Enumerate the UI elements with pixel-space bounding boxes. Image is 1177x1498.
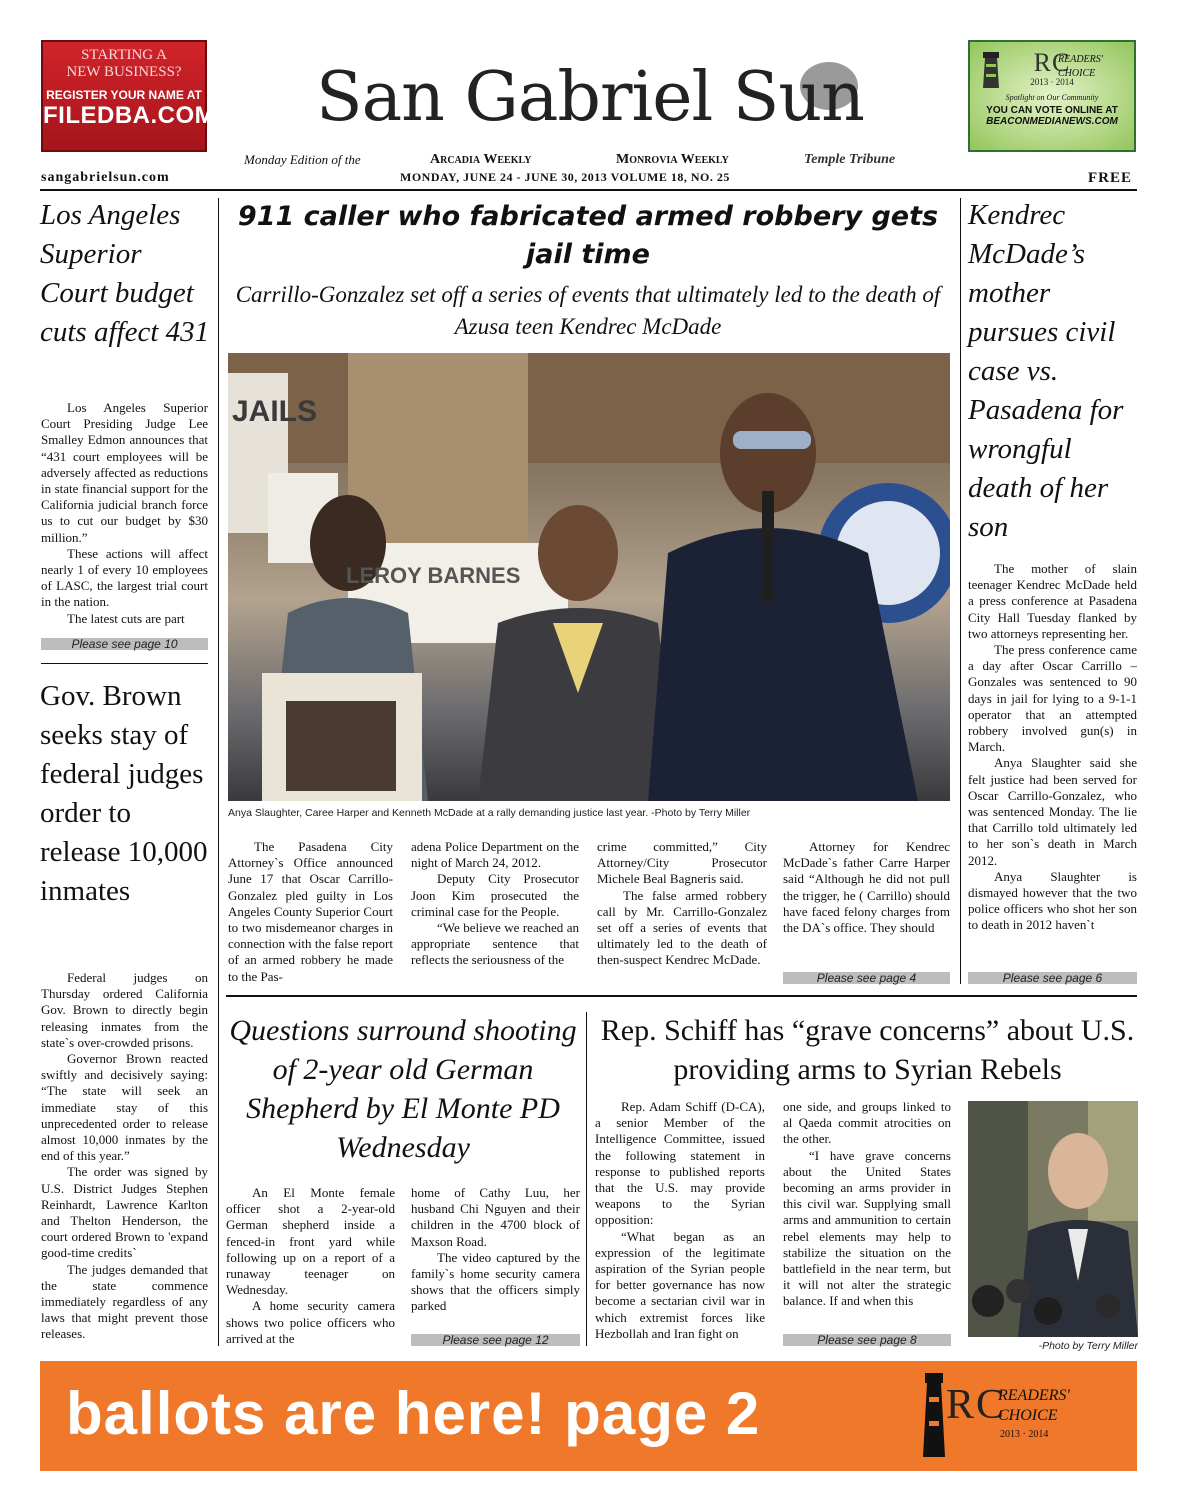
dog-col1 bbox=[226, 1185, 395, 1347]
site-url[interactable]: sangabrielsun.com bbox=[41, 170, 170, 185]
masthead-title: San Gabriel Sun bbox=[316, 58, 864, 137]
readers-choice-logo: RC bbox=[1033, 48, 1071, 77]
lead-photo-caption: Anya Slaughter, Caree Harper and Kenneth McDade at a rally demanding justice last year. -Photo by Terry Miller bbox=[228, 807, 751, 819]
dateline: MONDAY, JUNE 24 - JUNE 30, 2013 VOLUME 18, NO. 25 bbox=[400, 170, 730, 184]
lead-col3-para1: crime committed,” City Attorney/City Prosecutor Michele Beal Bagneris said. bbox=[597, 839, 767, 887]
photo-sign-leroy: LEROY BARNES bbox=[346, 563, 521, 588]
left-story1-see-page[interactable]: Please see page 10 bbox=[41, 638, 208, 650]
edition-line bbox=[244, 152, 934, 170]
vote-url[interactable]: BEACONMEDIANEWS.COM bbox=[986, 116, 1118, 127]
lead-col1 bbox=[228, 839, 393, 985]
lead-col2-para2: Deputy City Prosecutor Joon Kim prosecuted the criminal case for the People. bbox=[411, 871, 579, 919]
banner-text: ballots are here! page 2 bbox=[66, 1380, 761, 1447]
lead-headline[interactable]: 911 caller who fabricated armed robbery gets jail time bbox=[237, 201, 939, 270]
left-column-rule bbox=[218, 198, 219, 1346]
section-rule bbox=[226, 995, 1137, 997]
masthead-rule bbox=[40, 189, 1137, 191]
schiff-col2-para1: one side, and groups linked to al Qaeda commit atrocities on the other. bbox=[783, 1099, 951, 1147]
schiff-see-page[interactable]: Please see page 8 bbox=[783, 1334, 951, 1346]
left-divider bbox=[41, 663, 208, 664]
photo-sign-jails: JAILS bbox=[232, 395, 318, 428]
filedba-promo[interactable] bbox=[41, 40, 216, 152]
promo-url: FILEDBA.COM bbox=[43, 102, 216, 129]
left-story2-para2: Governor Brown reacted swiftly and decisively saying: “The state will seek an immediate stay of this unprecedented order to release almost 10,000 inmates by the end of this year.” bbox=[41, 1051, 208, 1164]
dog-col1-para2: A home security camera shows two police officers who arrived at the bbox=[226, 1298, 395, 1346]
vote-online-label: YOU CAN VOTE ONLINE AT bbox=[986, 105, 1118, 116]
schiff-col2 bbox=[783, 1099, 951, 1310]
schiff-photo[interactable] bbox=[968, 1101, 1138, 1337]
left-story1-para2: These actions will affect nearly 1 of every 10 employees of LASC, the largest trial court in the nation. bbox=[41, 545, 208, 610]
price-label: FREE bbox=[1088, 170, 1133, 186]
left-story2-para3: The order was signed by U.S. District Judges Stephen Reinhardt, Lawrence Karlton and Thelton Henderson, the court ordered Brown to 'expand good-time credits` bbox=[41, 1164, 208, 1261]
lead-col2 bbox=[411, 839, 579, 969]
schiff-col1-para2: “What began as an expression of the legitimate aspiration of the Syrian people for better governance has now become a sectarian civil war in which extremist forces like Hezbollah and Iran fight on bbox=[595, 1228, 765, 1341]
lead-col2-para3: “We believe we reached an appropriate sentence that reflects the seriousness of the bbox=[411, 920, 579, 968]
right-story-para2: The press conference came a day after Oscar Carrillo – Gonzales was sentenced to 90 days in jail for lying to a 9-1-1 operator that an attempted robbery involved gun(s) in March. bbox=[968, 642, 1137, 755]
banner-rc-logo: RC bbox=[946, 1382, 1007, 1428]
lead-col3-para2: The false armed robbery call by Mr. Carrillo-Gonzalez set off a series of events that ultimately led to the death of then-suspect Kendrec McDade. bbox=[597, 887, 767, 968]
right-story-headline[interactable]: Kendrec McDade’s mother pursues civil case vs. Pasadena for wrongful death of her son bbox=[968, 199, 1124, 543]
paper-arcadia: Arcadia Weekly bbox=[430, 152, 532, 167]
schiff-col1 bbox=[595, 1099, 765, 1342]
readers-choice-years: 2013 · 2014 bbox=[1030, 77, 1074, 87]
banner-readers: READERS' bbox=[998, 1387, 1070, 1404]
schiff-photo-credit: -Photo by Terry Miller bbox=[1038, 1340, 1138, 1352]
right-story-para4: Anya Slaughter is dismayed however that the two police officers who shot her son to death in 2012 haven`t bbox=[968, 868, 1137, 933]
lead-col1-para: The Pasadena City Attorney`s Office announced June 17 that Oscar Carrillo-Gonzalez pled guilty in Los Angeles County Superior Court to two misdemeanor charges in connection with the false report of an armed robbery he made to the Pas- bbox=[228, 839, 394, 984]
right-story-para3: Anya Slaughter said she felt justice had been served for Oscar Carrillo-Gonzalez, who was sentenced Monday. The lie that Carrillo told ultimately led to her son`s death in March 2012. bbox=[968, 755, 1137, 868]
dog-story-headline[interactable]: Questions surround shooting of 2-year old German Shepherd by El Monte PD Wednesday bbox=[229, 1014, 577, 1164]
lead-photo[interactable] bbox=[228, 353, 950, 801]
left-story2-para4: The judges demanded that the state commence immediately regardless of any laws that might prevent those releases. bbox=[41, 1261, 208, 1342]
left-story2-body bbox=[41, 970, 208, 1343]
dog-col1-para1: An El Monte female officer shot a 2-year-old German shepherd inside a fenced-in front yard while following up on a report of a runaway teenager on Wednesday. bbox=[226, 1185, 395, 1298]
readers-choice-promo[interactable] bbox=[968, 40, 1136, 152]
lead-col2-para1: adena Police Department on the night of March 24, 2012. bbox=[411, 839, 579, 871]
bottom-column-rule bbox=[586, 1012, 587, 1346]
right-see-page[interactable]: Please see page 6 bbox=[968, 972, 1137, 984]
left-story1-body bbox=[41, 400, 208, 627]
rally-photo-illustration bbox=[228, 353, 950, 801]
dog-see-page[interactable]: Please see page 12 bbox=[411, 1334, 580, 1346]
paper-monrovia: Monrovia Weekly bbox=[616, 152, 729, 167]
left-story2-para1: Federal judges on Thursday ordered California Gov. Brown to directly begin releasing inmates from the state`s over-crowded prisons. bbox=[41, 970, 208, 1050]
schiff-col1-para1: Rep. Adam Schiff (D-CA), a senior Member of the Intelligence Committee, issued the following statement in response to published reports that the U.S. may provide weapons to the Syrian opposition: bbox=[595, 1099, 765, 1228]
lead-see-page[interactable]: Please see page 4 bbox=[783, 972, 950, 984]
banner-lighthouse-icon bbox=[920, 1371, 948, 1459]
right-column-rule bbox=[960, 198, 961, 984]
choice-label: CHOICE bbox=[1058, 68, 1096, 79]
lead-deck: Carrillo-Gonzalez set off a series of events that ultimately led to the death of Azusa teen Kendrec McDade bbox=[235, 282, 941, 339]
lighthouse-icon bbox=[980, 50, 1002, 90]
schiff-story-headline[interactable]: Rep. Schiff has “grave concerns” about U.S. providing arms to Syrian Rebels bbox=[600, 1014, 1135, 1086]
ballots-banner[interactable] bbox=[40, 1361, 1137, 1471]
left-story2-headline[interactable]: Gov. Brown seeks stay of federal judges order to release 10,000 inmates bbox=[40, 680, 208, 907]
right-story-body bbox=[968, 561, 1137, 934]
promo-line1: STARTING A bbox=[81, 47, 167, 63]
lead-col3 bbox=[597, 839, 767, 969]
spotlight-tagline: Spotlight on Our Community bbox=[1005, 93, 1099, 102]
right-story-para1: The mother of slain teenager Kendrec McDade held a press conference at Pasadena City Hall Tuesday flanked by two attorneys representing her. bbox=[968, 561, 1137, 641]
paper-temple: Temple Tribune bbox=[804, 152, 896, 167]
schiff-col2-para2: “I have grave concerns about the United States becoming an arms provider in this civil war. Supplying small arms and ammunition to certain rebel elements may help to stabilize the situation on the battlefield in the near term, but it will not alter the strategic balance. If and when this bbox=[783, 1147, 951, 1309]
banner-years: 2013 · 2014 bbox=[1000, 1429, 1049, 1440]
dog-col2 bbox=[411, 1185, 580, 1315]
promo-line2: NEW BUSINESS? bbox=[66, 64, 182, 80]
promo-line3: REGISTER YOUR NAME AT bbox=[46, 88, 202, 102]
schiff-photo-illustration bbox=[968, 1101, 1138, 1337]
left-story1-para3: The latest cuts are part bbox=[67, 610, 185, 626]
left-story1-para1: Los Angeles Superior Court Presiding Judge Lee Smalley Edmon announces that “431 court employees will be adversely affected as reductions in state financial support for the California judicial branch force us to cut our budget by $30 million.” bbox=[41, 400, 208, 545]
banner-readers-choice bbox=[920, 1367, 1120, 1463]
edition-prefix: Monday Edition of the bbox=[244, 152, 361, 167]
banner-choice: CHOICE bbox=[998, 1407, 1058, 1424]
dog-col2-para2: The video captured by the family`s home security camera shows that the officers simply parked bbox=[411, 1249, 580, 1314]
readers-label: READERS' bbox=[1058, 54, 1103, 65]
lead-col4 bbox=[783, 839, 950, 936]
left-story1-headline[interactable]: Los Angeles Superior Court budget cuts affect 431 bbox=[40, 199, 210, 348]
lead-col4-para: Attorney for Kendrec McDade`s father Carre Harper said “Although he did not pull the trigger, he ( Carrillo) should have faced felony charges from the DA`s office. They should bbox=[783, 839, 950, 936]
dog-col2-para1: home of Cathy Luu, her husband Chi Nguyen and their children in the 4700 block of Maxson Road. bbox=[411, 1185, 580, 1249]
